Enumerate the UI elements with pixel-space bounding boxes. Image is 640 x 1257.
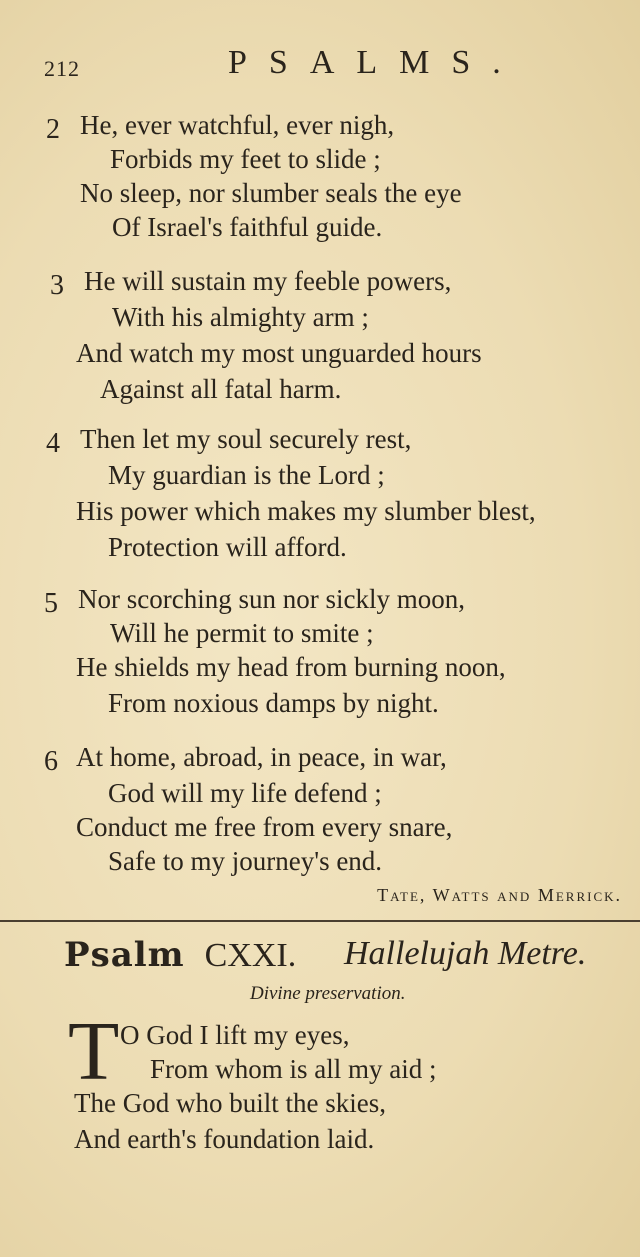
verse-line: Will he permit to smite ; (110, 618, 374, 648)
drop-cap: T (68, 1005, 120, 1098)
verse-line: He will sustain my feeble powers, (84, 266, 452, 296)
stanza-number: 4 (46, 428, 60, 459)
verse-line: And watch my most unguarded hours (76, 338, 482, 368)
attribution: Tate, Watts and Merrick. (377, 885, 622, 905)
verse-line: Forbids my feet to slide ; (110, 144, 381, 174)
verse-line: He shields my head from burning noon, (76, 652, 506, 682)
running-title: PSALMS. (228, 44, 523, 81)
verse-line: His power which makes my slumber blest, (76, 496, 536, 526)
stanza-number: 5 (44, 588, 58, 619)
verse-line: At home, abroad, in peace, in war, (76, 742, 447, 772)
verse-line: Then let my soul securely rest, (80, 424, 412, 454)
verse-line: With his almighty arm ; (112, 302, 369, 332)
verse-line: Protection will afford. (108, 532, 347, 562)
page-header (0, 44, 640, 84)
verse-line: Of Israel's faithful guide. (112, 212, 383, 242)
verse-line: God will my life defend ; (108, 778, 382, 808)
verse-line: Conduct me free from every snare, (76, 812, 453, 842)
page-number: 212 (44, 56, 80, 81)
verse-line: From whom is all my aid ; (150, 1054, 437, 1084)
verse-line: No sleep, nor slumber seals the eye (80, 178, 462, 208)
section-divider (0, 920, 640, 922)
psalm-metre: Hallelujah Metre. (344, 935, 587, 972)
verse-line: Safe to my journey's end. (108, 846, 383, 876)
stanza-number: 2 (46, 114, 60, 145)
verse-line: Against all fatal harm. (100, 374, 342, 404)
stanza-number: 3 (50, 270, 64, 301)
psalm-title (64, 935, 587, 975)
verse-line: Nor scorching sun nor sickly moon, (78, 584, 465, 614)
psalm-title-number: CXXI. (204, 937, 297, 974)
psalm-title-word: Psalm (64, 935, 185, 975)
verse-line: From noxious damps by night. (108, 688, 439, 718)
stanza-number: 6 (44, 746, 58, 777)
verse-line: My guardian is the Lord ; (108, 460, 385, 490)
verse-line: He, ever watchful, ever nigh, (80, 110, 395, 140)
verse-line: The God who built the skies, (74, 1088, 386, 1118)
verse-line: And earth's foundation laid. (74, 1124, 375, 1154)
psalm-subtitle: Divine preservation. (250, 983, 406, 1004)
verse-line: O God I lift my eyes, (120, 1020, 350, 1050)
